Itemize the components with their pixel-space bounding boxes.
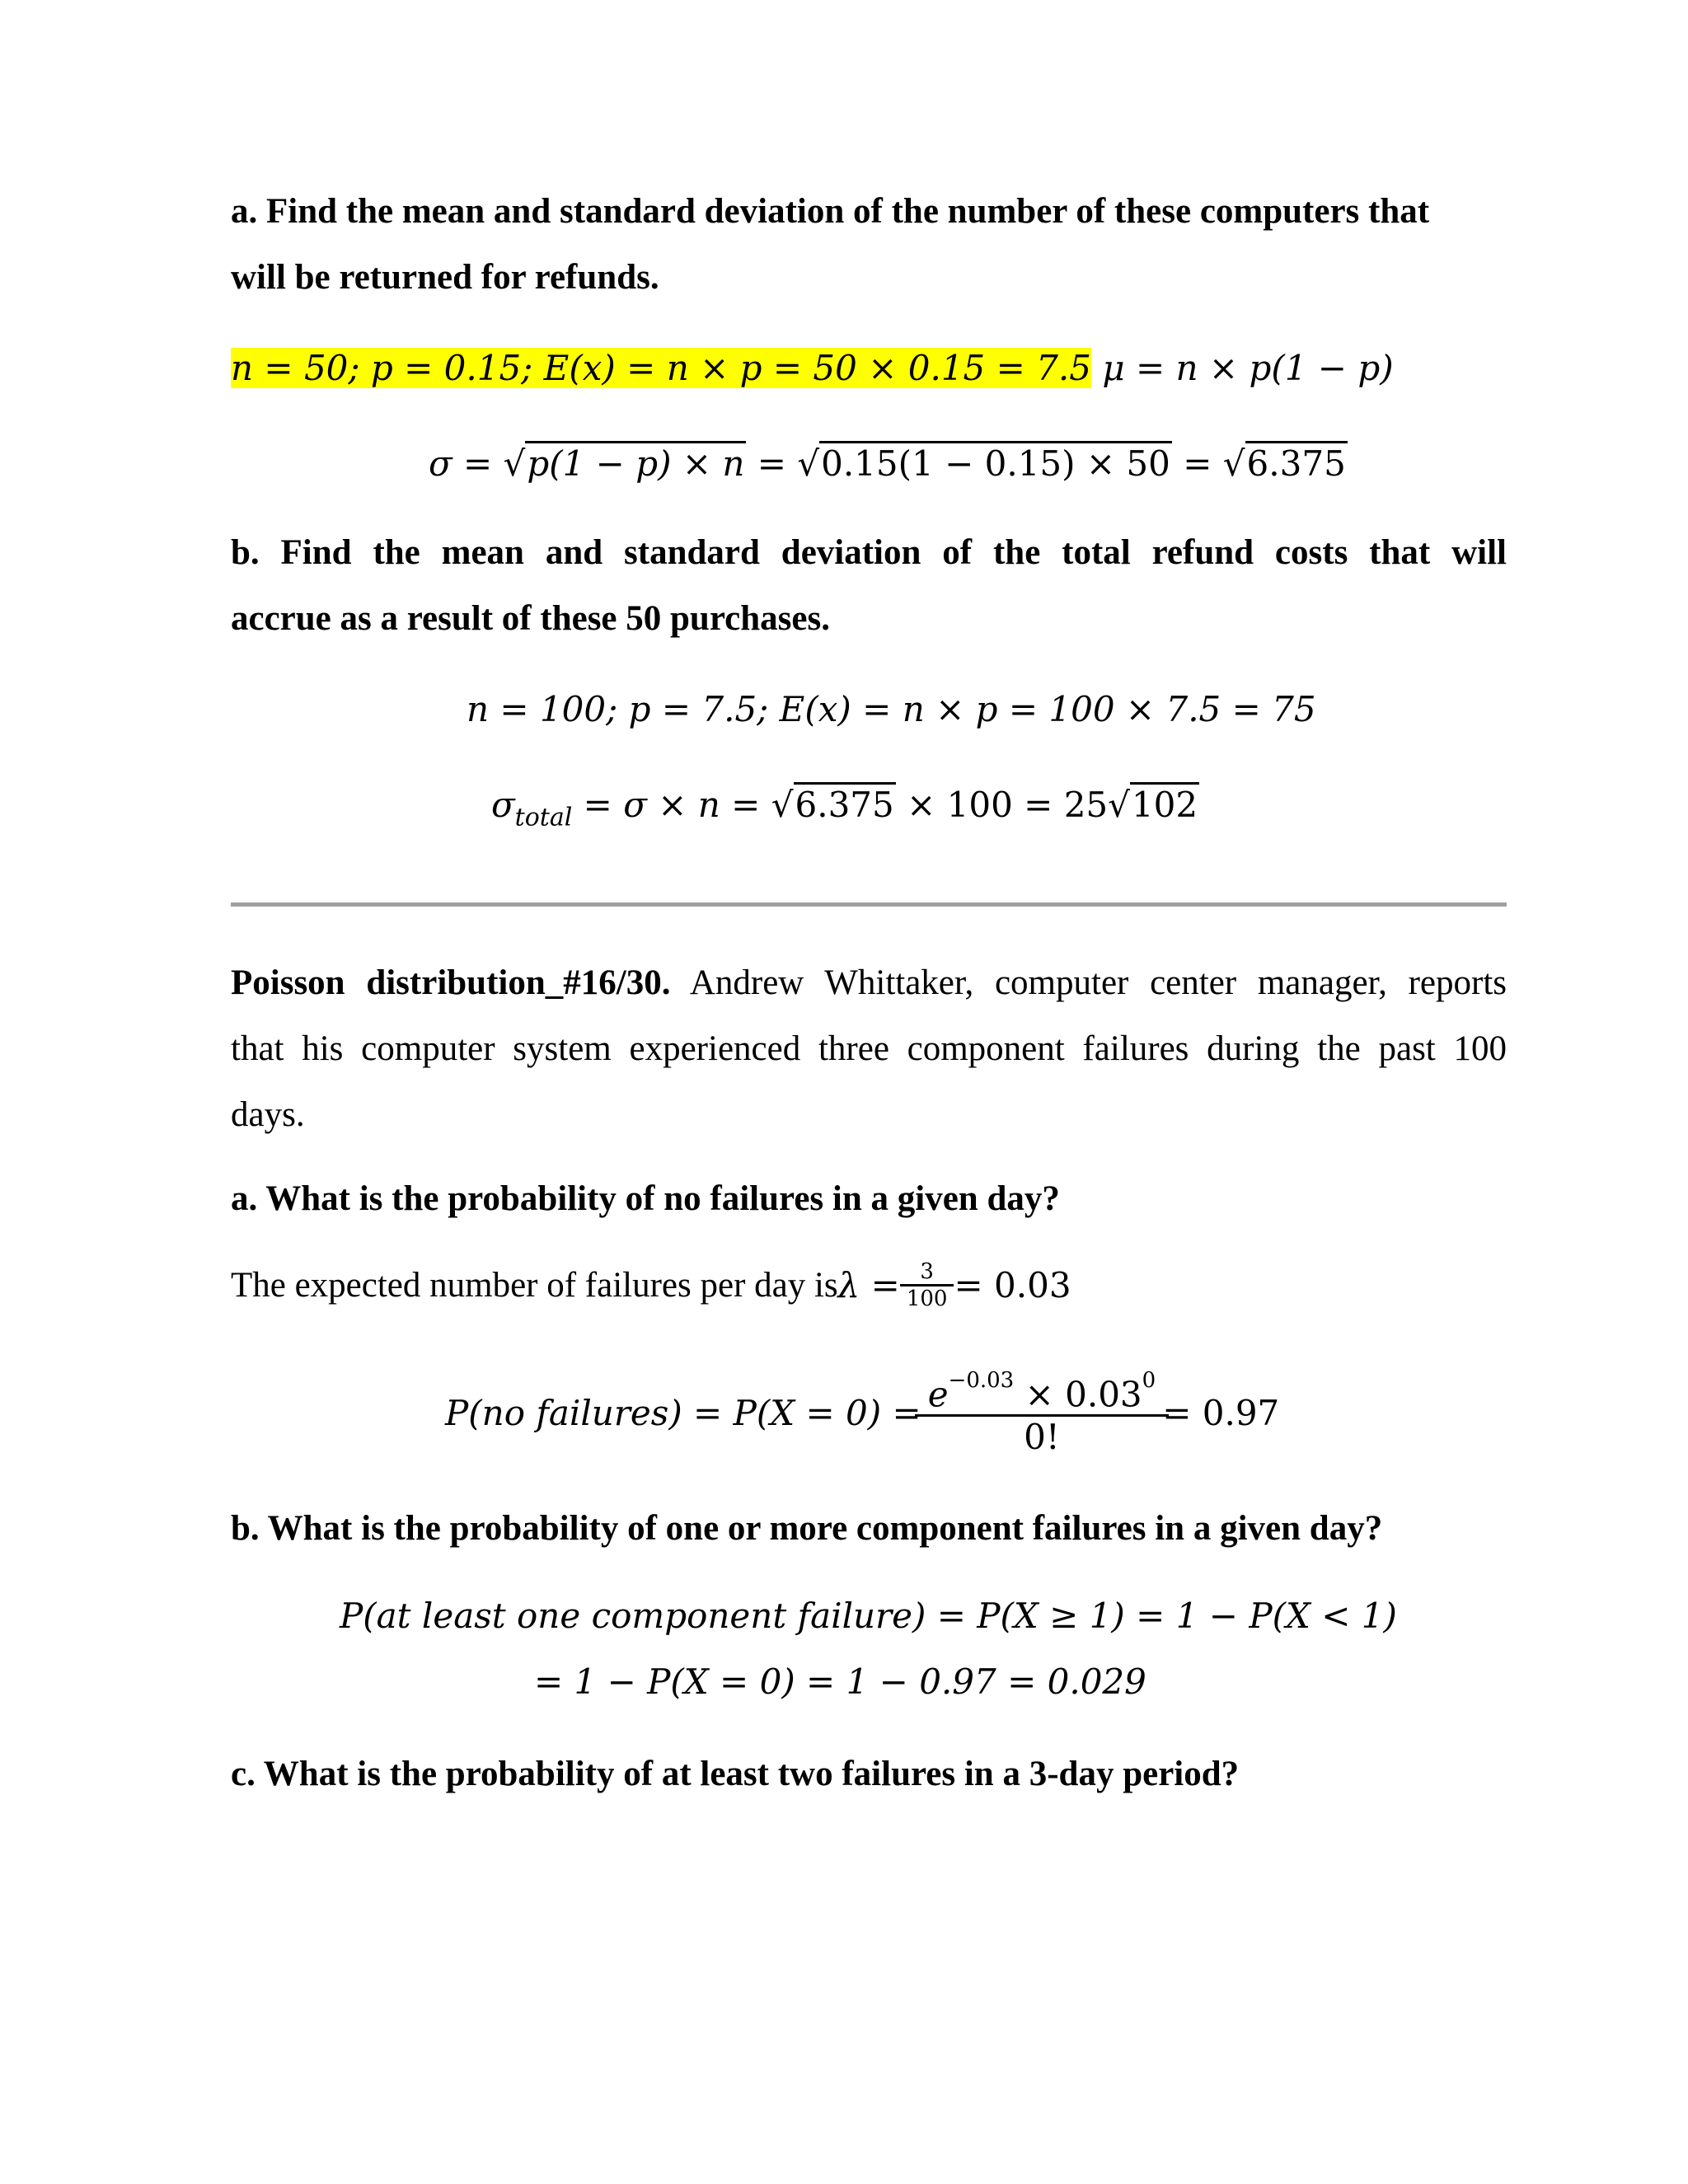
sigma-symbol: σ: [491, 785, 515, 825]
at-least-one-equation: P(at least one component failure) = P(X ≥ 1) = 1 − P(X < 1): [340, 1596, 1397, 1636]
lambda-fraction: [900, 1259, 954, 1311]
sqrt-symbol: √: [1108, 785, 1130, 825]
fraction-numerator: 3: [920, 1259, 934, 1284]
at-least-one-result: = 1 − P(X = 0) = 1 − 0.97 = 0.029: [534, 1661, 1146, 1702]
question-poisson-b: b. What is the probability of one or more component failures in a given day?: [231, 1509, 1383, 1548]
sqrt-radicand: 6.375: [794, 782, 896, 825]
sigma-lhs: σ =: [429, 443, 504, 484]
poisson-intro-line1: [231, 963, 1507, 1003]
poisson-intro-line3: days.: [231, 1095, 305, 1134]
poisson-intro-line2: that his computer system experienced three component failures during the past 100: [231, 1029, 1507, 1068]
sigma-subscript: total: [514, 803, 573, 832]
poisson-intro-text: Andrew Whittaker, computer center manager, reports: [670, 963, 1507, 1002]
highlighted-mean-equation: n = 50; p = 0.15; E(x) = n × p = 50 × 0.15 = 7.5: [231, 348, 1091, 388]
sqrt-symbol: √: [1222, 443, 1245, 484]
poisson-denominator: 0!: [915, 1414, 1170, 1457]
sqrt-symbol: √: [503, 443, 526, 484]
mu-equation: μ = n × p(1 − p): [1102, 348, 1394, 388]
question-1a-line1: a. Find the mean and standard deviation of the number of these computers that: [231, 192, 1430, 231]
equation-mean-1b: n = 100; p = 7.5; E(x) = n × p = 100 × 7.5 = 75: [467, 689, 1316, 729]
question-poisson-a: a. What is the probability of no failures in a given day?: [231, 1179, 1060, 1218]
sqrt-radicand-2: 0.15(1 − 0.15) × 50: [819, 441, 1172, 484]
sqrt-symbol: √: [771, 785, 794, 825]
equation-mean-1a: [231, 348, 1394, 388]
times-hundred: × 100 = 25: [895, 785, 1109, 825]
e-exponent: −0.03: [948, 1368, 1015, 1393]
e-base: e: [927, 1374, 949, 1415]
lambda-text: The expected number of failures per day is: [231, 1266, 838, 1305]
sqrt-radicand-3: 6.375: [1245, 441, 1348, 484]
poisson-zero-equation: [445, 1368, 1279, 1457]
question-1b-line1: b. Find the mean and standard deviation of the total refund costs that will: [231, 533, 1507, 572]
times-lambda: × 0.03: [1014, 1374, 1142, 1415]
poisson-numerator: [921, 1368, 1163, 1414]
sqrt-radicand-1: p(1 − p) × n: [525, 441, 746, 484]
sqrt-radicand: 102: [1130, 782, 1199, 825]
section-divider: [231, 902, 1507, 907]
sqrt-symbol: √: [797, 443, 820, 484]
equation-sigma-total-1b: [491, 785, 1199, 832]
question-1b-line2: accrue as a result of these 50 purchases.: [231, 599, 830, 638]
lambda-result: = 0.03: [954, 1265, 1071, 1305]
poisson-result: = 0.97: [1162, 1392, 1280, 1433]
p-no-failures-lhs: P(no failures) = P(X = 0) =: [445, 1392, 921, 1433]
lambda-exponent: 0: [1142, 1368, 1156, 1393]
equals-sign: =: [746, 443, 798, 484]
question-poisson-c: c. What is the probability of at least two failures in a 3-day period?: [231, 1755, 1240, 1793]
poisson-title: Poisson distribution_#16/30.: [231, 963, 671, 1002]
lambda-equation-line: [231, 1259, 1071, 1311]
equals-sign: =: [1171, 443, 1223, 484]
equation-sigma-1a: [429, 443, 1348, 484]
fraction-denominator: 100: [900, 1284, 954, 1311]
poisson-fraction: [921, 1368, 1163, 1457]
sigma-times-n: = σ × n =: [572, 785, 771, 825]
question-1a-line2: will be returned for refunds.: [231, 258, 659, 297]
lambda-symbol: λ =: [837, 1265, 900, 1305]
